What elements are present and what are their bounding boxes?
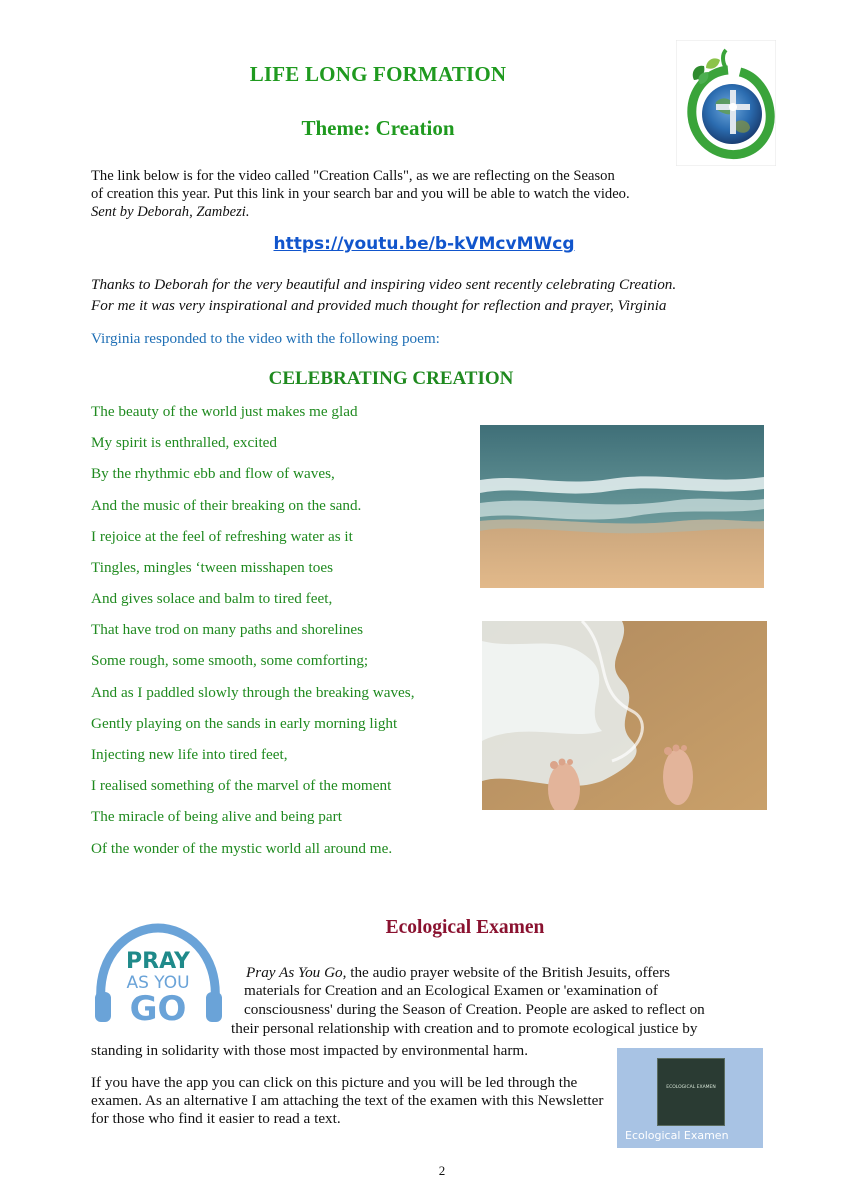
waves-photo	[480, 425, 764, 588]
thanks-line-2: For me it was very inspirational and provided much thought for reflection and prayer, Virginia	[91, 297, 667, 314]
examen-cover-text: ECOLOGICAL EXAMEN	[666, 1085, 716, 1090]
pray-as-you-go-title: Pray As You Go,	[246, 964, 347, 981]
ecological-examen-card[interactable]	[617, 1048, 763, 1148]
poem-line: Some rough, some smooth, some comforting;	[91, 652, 369, 669]
poem-line: And gives solace and balm to tired feet,	[91, 590, 333, 607]
poem-title: CELEBRATING CREATION	[268, 368, 514, 389]
examen-card-label: Ecological Examen	[625, 1129, 729, 1142]
poem-line: By the rhythmic ebb and flow of waves,	[91, 465, 335, 482]
poem-line: The miracle of being alive and being part	[91, 808, 342, 825]
responded-text: Virginia responded to the video with the following poem:	[91, 330, 440, 347]
pray-logo-line3: GO	[129, 989, 187, 1029]
pray-as-you-go-logo	[91, 922, 226, 1030]
eco-line-4: their personal relationship with creation and to promote ecological justice by	[231, 1020, 698, 1037]
intro-signature: Sent by Deborah, Zambezi.	[91, 204, 250, 220]
pray-logo-line2: AS YOU	[126, 973, 190, 993]
poem-line: The beauty of the world just makes me glad	[91, 403, 358, 420]
poem-line: My spirit is enthralled, excited	[91, 434, 278, 451]
poem-line: And as I paddled slowly through the breaking waves,	[91, 684, 415, 701]
feet-in-surf-photo	[482, 621, 767, 810]
poem-line: Injecting new life into tired feet,	[91, 746, 288, 763]
page-title: LIFE LONG FORMATION	[249, 62, 507, 86]
theme-heading: Theme: Creation	[301, 116, 455, 140]
eco-line-5: standing in solidarity with those most impacted by environmental harm.	[91, 1042, 528, 1059]
ecological-examen-heading: Ecological Examen	[385, 917, 545, 938]
pray-logo-line1: PRAY	[126, 949, 190, 974]
poem-line: And the music of their breaking on the sand.	[91, 497, 362, 514]
eco-line-1-rest: the audio prayer website of the British Jesuits, offers	[346, 964, 671, 981]
poem-line: That have trod on many paths and shorelines	[91, 621, 364, 638]
poem-line: I realised something of the marvel of the moment	[91, 777, 392, 794]
eco-line-3: consciousness' during the Season of Creation. People are asked to reflect on	[244, 1001, 705, 1018]
intro-line-2: of creation this year. Put this link in your search bar and you will be able to watch the video.	[91, 186, 630, 202]
page-number: 2	[438, 1163, 446, 1178]
app-instructions: If you have the app you can click on this picture and you will be led through the examen. As an alternative I am attaching the text of the examen with this Newsletter for those who find it easier to read a text.	[91, 1074, 604, 1127]
poem-line: Of the wonder of the mystic world all around me.	[91, 840, 393, 857]
poem-line: I rejoice at the feel of refreshing water as it	[91, 528, 353, 545]
examen-cover-art	[657, 1058, 725, 1126]
video-link[interactable]: https://youtu.be/b-kVMcvMWcg	[273, 234, 575, 254]
eco-line-2: materials for Creation and an Ecological Examen or 'examination of	[244, 982, 658, 999]
thanks-line-1: Thanks to Deborah for the very beautiful and inspiring video sent recently celebrating Creation.	[91, 276, 677, 293]
eco-line-1	[246, 964, 670, 982]
intro-paragraph	[91, 167, 691, 221]
thanks-paragraph	[91, 274, 771, 316]
intro-line-1: The link below is for the video called "Creation Calls", as we are reflecting on the Season	[91, 168, 615, 184]
formation-logo	[676, 40, 776, 166]
poem-line: Tingles, mingles ‘tween misshapen toes	[91, 559, 333, 576]
poem-line: Gently playing on the sands in early morning light	[91, 715, 398, 732]
